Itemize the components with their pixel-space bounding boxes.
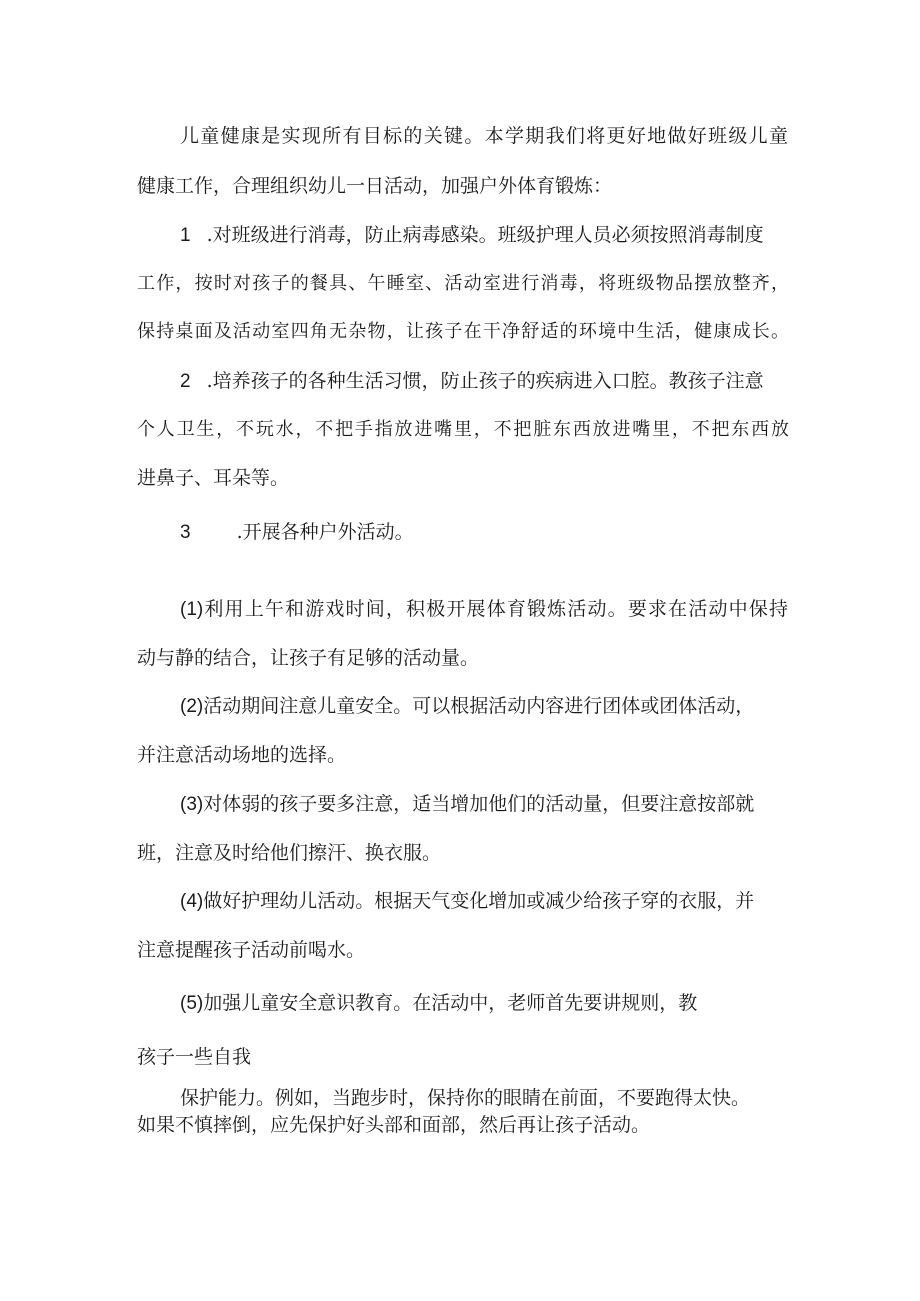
intro-line-1: 儿童健康是实现所有目标的关键。本学期我们将更好地做好班级儿童 — [180, 125, 788, 147]
sub-5-line-4: 如果不慎摔倒，应先保护好头部和面部，然后再让孩子活动。 — [137, 1114, 651, 1136]
sub-3-line-2: 班，注意及时给他们擦汗、换衣服。 — [137, 842, 442, 864]
sub-4-text: 做好护理幼儿活动。根据天气变化增加或减少给孩子穿的衣服，并 — [203, 890, 755, 912]
item-3-number: 3 — [180, 522, 191, 543]
sub-1-line-1 — [180, 597, 788, 622]
sub-5-number: (5) — [180, 993, 204, 1014]
item-2-line-1 — [180, 369, 764, 394]
sub-2-line-2: 并注意活动场地的选择。 — [137, 744, 347, 766]
intro-line-2: 健康工作，合理组织幼儿一日活动，加强户外体育锻炼： — [137, 175, 613, 197]
item-2-line-2: 个人卫生，不玩水，不把手指放进嘴里，不把脏东西放进嘴里，不把东西放 — [137, 419, 789, 440]
item-1-line-1 — [180, 223, 764, 248]
sub-5-text: 加强儿童安全意识教育。在活动中，老师首先要讲规则，教 — [203, 992, 698, 1014]
item-1-number: 1 — [180, 225, 191, 246]
sub-5-line-3: 保护能力。例如，当跑步时，保持你的眼睛在前面，不要跑得太快。 — [180, 1087, 751, 1109]
item-1-text: .对班级进行消毒，防止病毒感染。班级护理人员必须按照消毒制度 — [206, 224, 764, 246]
sub-1-number: (1) — [180, 599, 204, 620]
sub-3-text: 对体弱的孩子要多注意，适当增加他们的活动量，但要注意按部就 — [203, 793, 755, 815]
item-3-line-1 — [180, 520, 414, 545]
sub-4-line-2: 注意提醒孩子活动前喝水。 — [137, 939, 366, 961]
sub-4-line-1 — [180, 889, 754, 914]
sub-2-text: 活动期间注意儿童安全。可以根据活动内容进行团体或团体活动， — [203, 695, 755, 717]
sub-4-number: (4) — [180, 891, 204, 912]
item-2-line-3: 进鼻子、耳朵等。 — [137, 467, 290, 489]
sub-5-line-1 — [180, 991, 697, 1016]
sub-5-line-2: 孩子一些自我 — [137, 1046, 252, 1068]
sub-2-line-1 — [180, 694, 754, 719]
item-2-number: 2 — [180, 371, 191, 392]
sub-1-text: 利用上午和游戏时间，积极开展体育锻炼活动。要求在活动中保持 — [203, 598, 788, 620]
item-2-text: .培养孩子的各种生活习惯，防止孩子的疾病进入口腔。教孩子注意 — [206, 370, 764, 392]
item-1-line-3: 保持桌面及活动室四角无杂物，让孩子在干净舒适的环境中生活，健康成长。 — [137, 321, 789, 342]
sub-3-number: (3) — [180, 794, 204, 815]
sub-1-line-2: 动与静的结合，让孩子有足够的活动量。 — [137, 647, 480, 669]
sub-3-line-1 — [180, 792, 754, 817]
item-3-text: .开展各种户外活动。 — [236, 521, 414, 543]
sub-2-number: (2) — [180, 696, 204, 717]
item-1-line-2: 工作，按时对孩子的餐具、午睡室、活动室进行消毒，将班级物品摆放整齐， — [137, 273, 789, 294]
